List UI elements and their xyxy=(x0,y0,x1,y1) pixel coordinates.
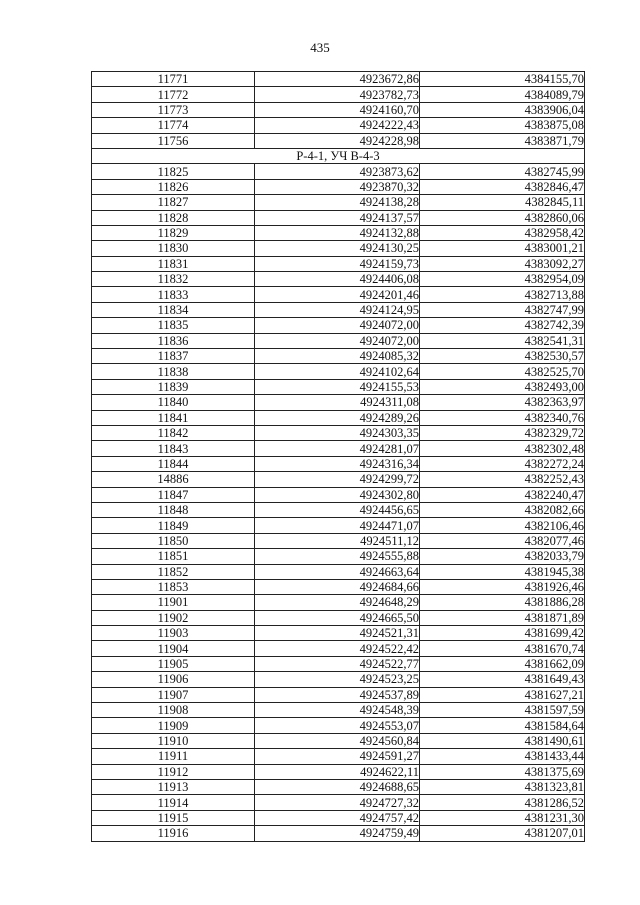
table-row xyxy=(92,579,585,594)
y-coordinate-cell: 4382860,06 xyxy=(420,210,585,225)
table-row xyxy=(92,703,585,718)
point-number-cell: 11850 xyxy=(92,533,255,548)
point-number-cell: 11842 xyxy=(92,425,255,440)
x-coordinate-cell: 4924522,42 xyxy=(255,641,420,656)
y-coordinate-cell: 4383092,27 xyxy=(420,256,585,271)
point-number-cell: 11912 xyxy=(92,764,255,779)
table-row xyxy=(92,349,585,364)
y-coordinate-cell: 4381584,64 xyxy=(420,718,585,733)
x-coordinate-cell: 4924560,84 xyxy=(255,733,420,748)
point-number-cell: 11772 xyxy=(92,87,255,102)
x-coordinate-cell: 4924757,42 xyxy=(255,810,420,825)
point-number-cell: 11853 xyxy=(92,579,255,594)
table-row xyxy=(92,487,585,502)
y-coordinate-cell: 4381207,01 xyxy=(420,826,585,841)
x-coordinate-cell: 4924511,12 xyxy=(255,533,420,548)
x-coordinate-cell: 4924289,26 xyxy=(255,410,420,425)
point-number-cell: 11915 xyxy=(92,810,255,825)
point-number-cell: 14886 xyxy=(92,472,255,487)
x-coordinate-cell: 4924102,64 xyxy=(255,364,420,379)
x-coordinate-cell: 4924085,32 xyxy=(255,349,420,364)
y-coordinate-cell: 4382846,47 xyxy=(420,179,585,194)
x-coordinate-cell: 4924759,49 xyxy=(255,826,420,841)
table-row xyxy=(92,302,585,317)
y-coordinate-cell: 4382742,39 xyxy=(420,318,585,333)
table-row xyxy=(92,364,585,379)
point-number-cell: 11835 xyxy=(92,318,255,333)
x-coordinate-cell: 4924553,07 xyxy=(255,718,420,733)
table-row xyxy=(92,764,585,779)
point-number-cell: 11844 xyxy=(92,456,255,471)
y-coordinate-cell: 4381886,28 xyxy=(420,595,585,610)
x-coordinate-cell: 4924302,80 xyxy=(255,487,420,502)
table-row xyxy=(92,502,585,517)
point-number-cell: 11836 xyxy=(92,333,255,348)
point-number-cell: 11826 xyxy=(92,179,255,194)
y-coordinate-cell: 4382363,97 xyxy=(420,395,585,410)
point-number-cell: 11773 xyxy=(92,102,255,117)
x-coordinate-cell: 4924201,46 xyxy=(255,287,420,302)
point-number-cell: 11828 xyxy=(92,210,255,225)
table-row xyxy=(92,118,585,133)
x-coordinate-cell: 4924130,25 xyxy=(255,241,420,256)
point-number-cell: 11848 xyxy=(92,502,255,517)
x-coordinate-cell: 4923782,73 xyxy=(255,87,420,102)
x-coordinate-cell: 4924522,77 xyxy=(255,656,420,671)
y-coordinate-cell: 4381597,59 xyxy=(420,703,585,718)
y-coordinate-cell: 4383875,08 xyxy=(420,118,585,133)
point-number-cell: 11911 xyxy=(92,749,255,764)
table-row xyxy=(92,410,585,425)
coordinates-table xyxy=(91,71,585,842)
coordinates-table-body xyxy=(92,72,585,842)
point-number-cell: 11910 xyxy=(92,733,255,748)
point-number-cell: 11839 xyxy=(92,379,255,394)
y-coordinate-cell: 4382525,70 xyxy=(420,364,585,379)
table-row xyxy=(92,610,585,625)
table-row xyxy=(92,779,585,794)
y-coordinate-cell: 4381375,69 xyxy=(420,764,585,779)
x-coordinate-cell: 4923873,62 xyxy=(255,164,420,179)
x-coordinate-cell: 4924521,31 xyxy=(255,626,420,641)
point-number-cell: 11829 xyxy=(92,225,255,240)
y-coordinate-cell: 4383871,79 xyxy=(420,133,585,148)
table-row xyxy=(92,533,585,548)
table-row xyxy=(92,564,585,579)
table-row xyxy=(92,641,585,656)
table-row xyxy=(92,241,585,256)
x-coordinate-cell: 4924555,88 xyxy=(255,549,420,564)
table-row xyxy=(92,595,585,610)
table-row xyxy=(92,133,585,148)
point-number-cell: 11843 xyxy=(92,441,255,456)
table-row xyxy=(92,549,585,564)
y-coordinate-cell: 4382713,88 xyxy=(420,287,585,302)
y-coordinate-cell: 4382340,76 xyxy=(420,410,585,425)
point-number-cell: 11833 xyxy=(92,287,255,302)
point-number-cell: 11847 xyxy=(92,487,255,502)
x-coordinate-cell: 4924222,43 xyxy=(255,118,420,133)
table-row xyxy=(92,733,585,748)
point-number-cell: 11914 xyxy=(92,795,255,810)
y-coordinate-cell: 4381670,74 xyxy=(420,641,585,656)
x-coordinate-cell: 4924316,34 xyxy=(255,456,420,471)
y-coordinate-cell: 4381649,43 xyxy=(420,672,585,687)
point-number-cell: 11825 xyxy=(92,164,255,179)
table-row xyxy=(92,425,585,440)
x-coordinate-cell: 4924548,39 xyxy=(255,703,420,718)
point-number-cell: 11903 xyxy=(92,626,255,641)
point-number-cell: 11902 xyxy=(92,610,255,625)
x-coordinate-cell: 4924072,00 xyxy=(255,318,420,333)
x-coordinate-cell: 4924622,11 xyxy=(255,764,420,779)
table-row xyxy=(92,87,585,102)
section-header: Р-4-1, УЧ В-4-3 xyxy=(92,148,585,163)
y-coordinate-cell: 4381926,46 xyxy=(420,579,585,594)
y-coordinate-cell: 4382493,00 xyxy=(420,379,585,394)
table-row xyxy=(92,472,585,487)
table-row xyxy=(92,379,585,394)
y-coordinate-cell: 4382077,46 xyxy=(420,533,585,548)
point-number-cell: 11838 xyxy=(92,364,255,379)
table-row xyxy=(92,518,585,533)
y-coordinate-cell: 4384089,79 xyxy=(420,87,585,102)
table-row xyxy=(92,749,585,764)
y-coordinate-cell: 4381323,81 xyxy=(420,779,585,794)
x-coordinate-cell: 4924471,07 xyxy=(255,518,420,533)
x-coordinate-cell: 4924228,98 xyxy=(255,133,420,148)
x-coordinate-cell: 4924456,65 xyxy=(255,502,420,517)
x-coordinate-cell: 4923672,86 xyxy=(255,72,420,87)
point-number-cell: 11907 xyxy=(92,687,255,702)
table-row xyxy=(92,210,585,225)
y-coordinate-cell: 4383906,04 xyxy=(420,102,585,117)
point-number-cell: 11832 xyxy=(92,272,255,287)
table-row xyxy=(92,225,585,240)
table-row xyxy=(92,256,585,271)
table-row xyxy=(92,656,585,671)
y-coordinate-cell: 4381945,38 xyxy=(420,564,585,579)
y-coordinate-cell: 4382240,47 xyxy=(420,487,585,502)
x-coordinate-cell: 4924406,08 xyxy=(255,272,420,287)
x-coordinate-cell: 4924684,66 xyxy=(255,579,420,594)
x-coordinate-cell: 4924537,89 xyxy=(255,687,420,702)
table-row xyxy=(92,687,585,702)
y-coordinate-cell: 4382541,31 xyxy=(420,333,585,348)
x-coordinate-cell: 4924665,50 xyxy=(255,610,420,625)
y-coordinate-cell: 4381699,42 xyxy=(420,626,585,641)
table-row xyxy=(92,195,585,210)
point-number-cell: 11916 xyxy=(92,826,255,841)
x-coordinate-cell: 4924523,25 xyxy=(255,672,420,687)
point-number-cell: 11834 xyxy=(92,302,255,317)
y-coordinate-cell: 4381286,52 xyxy=(420,795,585,810)
point-number-cell: 11906 xyxy=(92,672,255,687)
table-row xyxy=(92,456,585,471)
x-coordinate-cell: 4924648,29 xyxy=(255,595,420,610)
y-coordinate-cell: 4382745,99 xyxy=(420,164,585,179)
y-coordinate-cell: 4381231,30 xyxy=(420,810,585,825)
table-row xyxy=(92,72,585,87)
x-coordinate-cell: 4924138,28 xyxy=(255,195,420,210)
x-coordinate-cell: 4924663,64 xyxy=(255,564,420,579)
y-coordinate-cell: 4383001,21 xyxy=(420,241,585,256)
x-coordinate-cell: 4923870,32 xyxy=(255,179,420,194)
y-coordinate-cell: 4381627,21 xyxy=(420,687,585,702)
y-coordinate-cell: 4382954,09 xyxy=(420,272,585,287)
table-row xyxy=(92,287,585,302)
y-coordinate-cell: 4382082,66 xyxy=(420,502,585,517)
x-coordinate-cell: 4924132,88 xyxy=(255,225,420,240)
page-number: 435 xyxy=(310,40,330,55)
point-number-cell: 11913 xyxy=(92,779,255,794)
point-number-cell: 11904 xyxy=(92,641,255,656)
table-row xyxy=(92,318,585,333)
table-row xyxy=(92,164,585,179)
section-header-row xyxy=(92,148,585,163)
point-number-cell: 11827 xyxy=(92,195,255,210)
x-coordinate-cell: 4924281,07 xyxy=(255,441,420,456)
x-coordinate-cell: 4924727,32 xyxy=(255,795,420,810)
y-coordinate-cell: 4382302,48 xyxy=(420,441,585,456)
y-coordinate-cell: 4382272,24 xyxy=(420,456,585,471)
y-coordinate-cell: 4382845,11 xyxy=(420,195,585,210)
y-coordinate-cell: 4382530,57 xyxy=(420,349,585,364)
point-number-cell: 11905 xyxy=(92,656,255,671)
x-coordinate-cell: 4924688,65 xyxy=(255,779,420,794)
point-number-cell: 11909 xyxy=(92,718,255,733)
point-number-cell: 11831 xyxy=(92,256,255,271)
x-coordinate-cell: 4924311,08 xyxy=(255,395,420,410)
table-row xyxy=(92,395,585,410)
table-row xyxy=(92,441,585,456)
point-number-cell: 11851 xyxy=(92,549,255,564)
x-coordinate-cell: 4924159,73 xyxy=(255,256,420,271)
x-coordinate-cell: 4924137,57 xyxy=(255,210,420,225)
table-row xyxy=(92,718,585,733)
x-coordinate-cell: 4924124,95 xyxy=(255,302,420,317)
y-coordinate-cell: 4381871,89 xyxy=(420,610,585,625)
y-coordinate-cell: 4382329,72 xyxy=(420,425,585,440)
point-number-cell: 11837 xyxy=(92,349,255,364)
x-coordinate-cell: 4924303,35 xyxy=(255,425,420,440)
x-coordinate-cell: 4924155,53 xyxy=(255,379,420,394)
y-coordinate-cell: 4382106,46 xyxy=(420,518,585,533)
point-number-cell: 11852 xyxy=(92,564,255,579)
point-number-cell: 11908 xyxy=(92,703,255,718)
table-row xyxy=(92,333,585,348)
table-row xyxy=(92,179,585,194)
point-number-cell: 11756 xyxy=(92,133,255,148)
table-row xyxy=(92,826,585,841)
point-number-cell: 11774 xyxy=(92,118,255,133)
y-coordinate-cell: 4382252,43 xyxy=(420,472,585,487)
y-coordinate-cell: 4381662,09 xyxy=(420,656,585,671)
x-coordinate-cell: 4924299,72 xyxy=(255,472,420,487)
point-number-cell: 11841 xyxy=(92,410,255,425)
table-row xyxy=(92,810,585,825)
y-coordinate-cell: 4381490,61 xyxy=(420,733,585,748)
table-row xyxy=(92,272,585,287)
point-number-cell: 11901 xyxy=(92,595,255,610)
y-coordinate-cell: 4382958,42 xyxy=(420,225,585,240)
y-coordinate-cell: 4382033,79 xyxy=(420,549,585,564)
x-coordinate-cell: 4924160,70 xyxy=(255,102,420,117)
x-coordinate-cell: 4924591,27 xyxy=(255,749,420,764)
y-coordinate-cell: 4381433,44 xyxy=(420,749,585,764)
table-row xyxy=(92,102,585,117)
table-row xyxy=(92,672,585,687)
y-coordinate-cell: 4382747,99 xyxy=(420,302,585,317)
x-coordinate-cell: 4924072,00 xyxy=(255,333,420,348)
point-number-cell: 11840 xyxy=(92,395,255,410)
table-row xyxy=(92,626,585,641)
point-number-cell: 11771 xyxy=(92,72,255,87)
table-row xyxy=(92,795,585,810)
point-number-cell: 11830 xyxy=(92,241,255,256)
y-coordinate-cell: 4384155,70 xyxy=(420,72,585,87)
point-number-cell: 11849 xyxy=(92,518,255,533)
